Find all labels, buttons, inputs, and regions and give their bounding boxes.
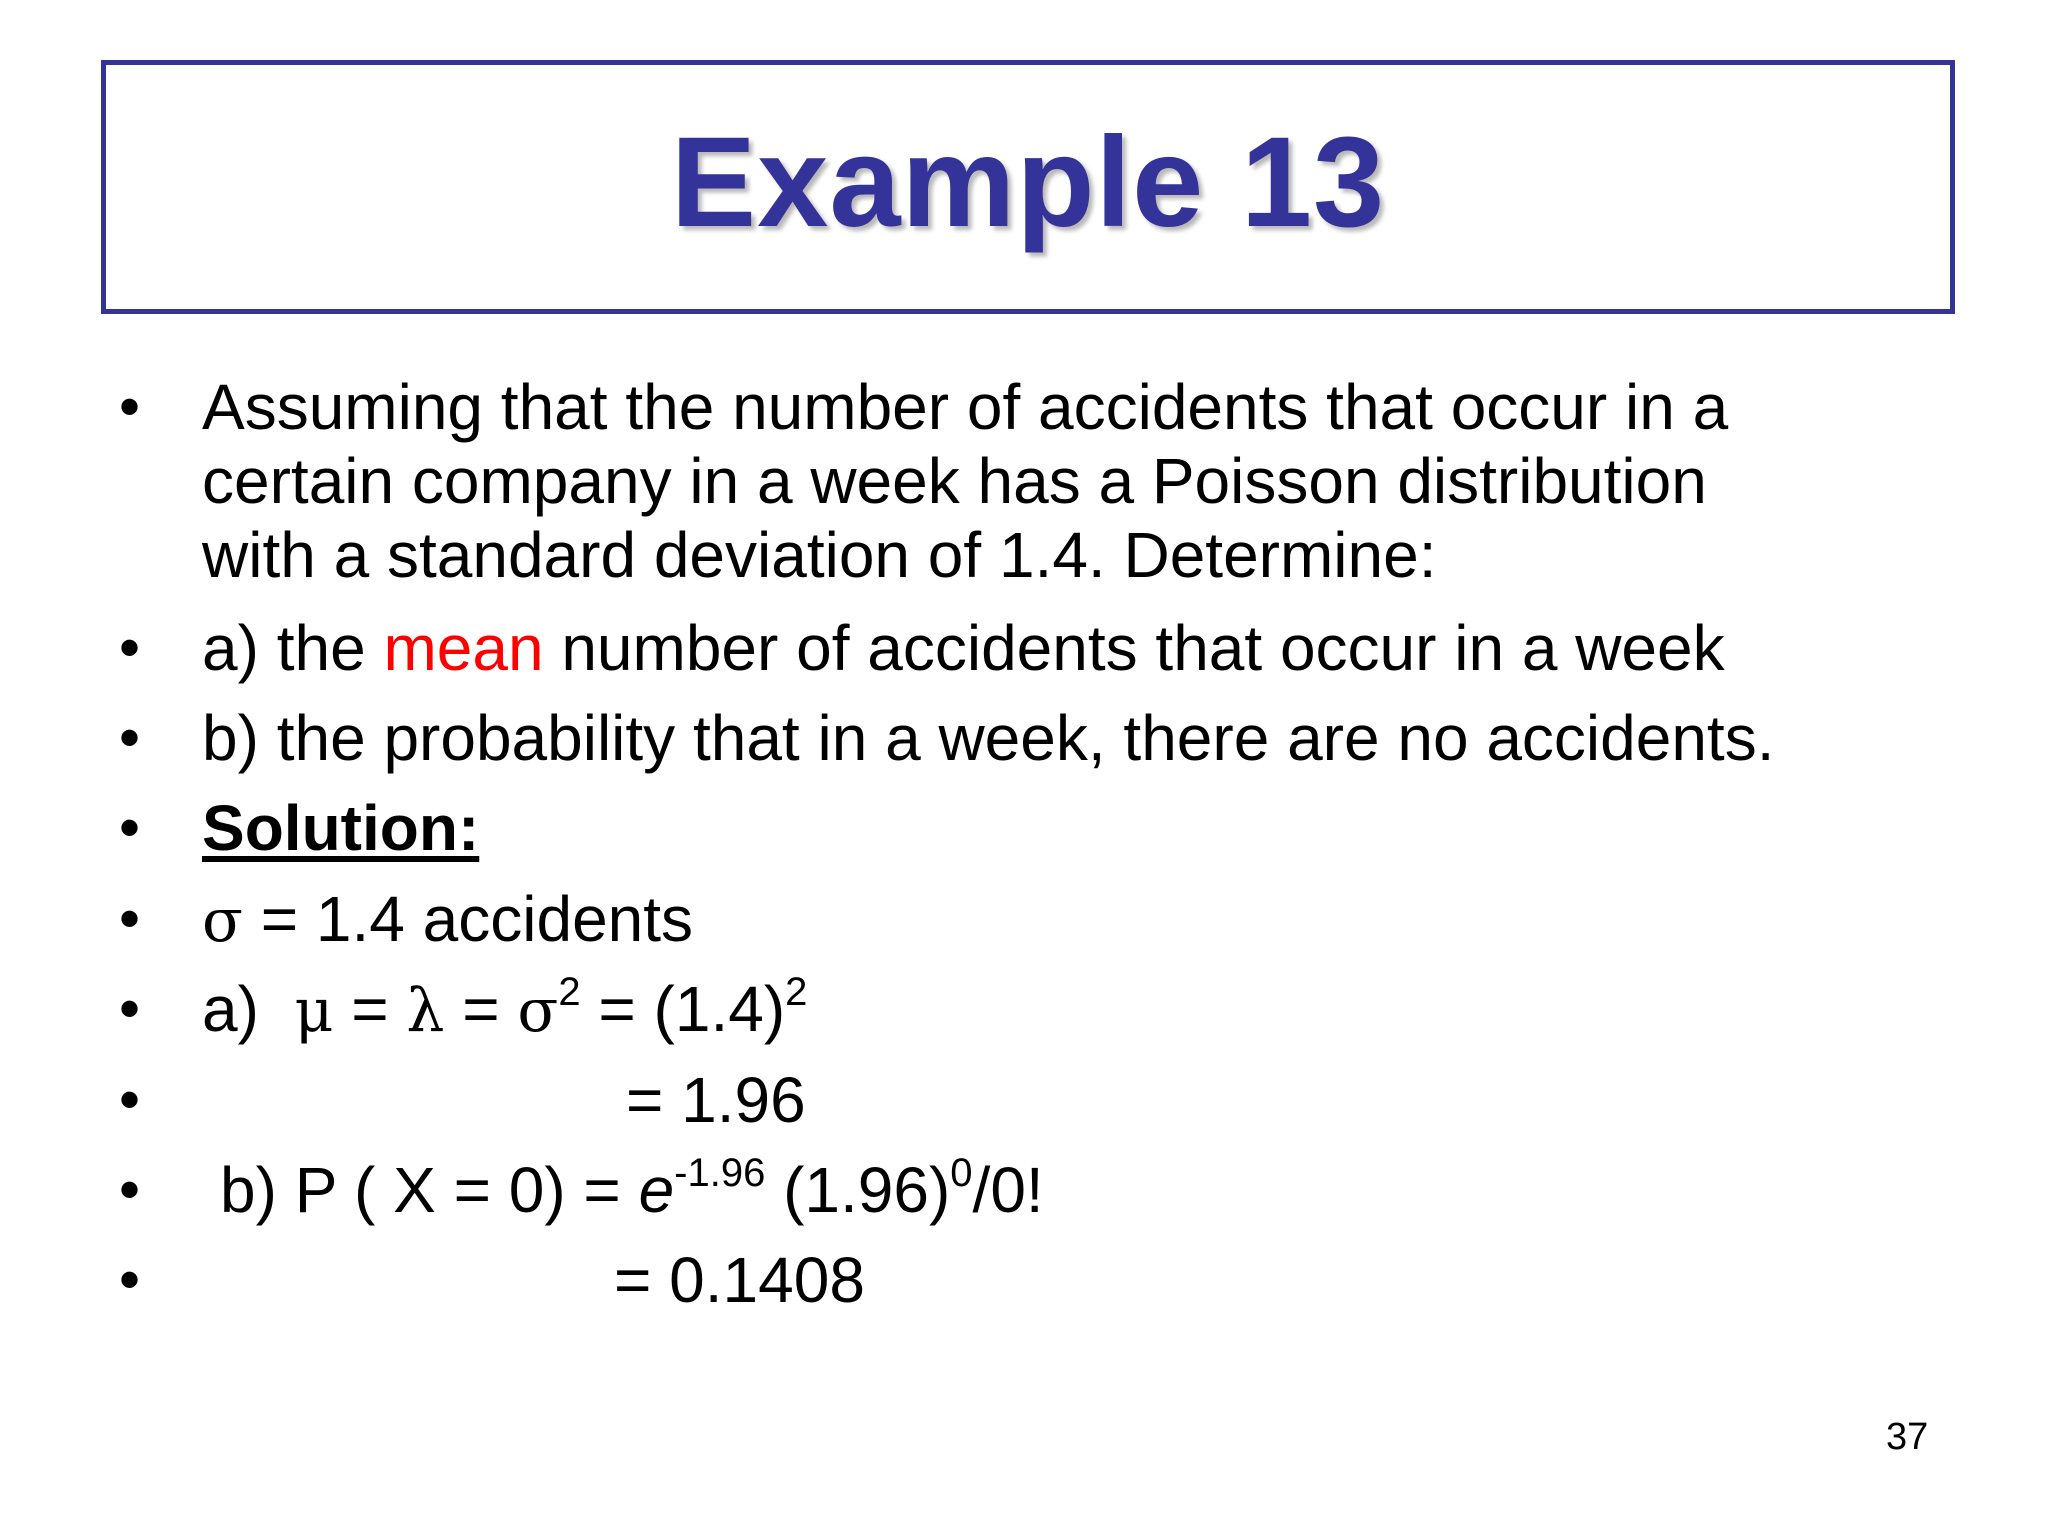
intro-line-3: with a standard deviation of 1.4. Determine:: [202, 519, 1437, 591]
bullet-icon: •: [119, 704, 141, 771]
lambda-symbol: λ: [406, 976, 445, 1046]
slide-title: Example 13: [670, 111, 1386, 254]
part-a-prefix: a) the: [202, 612, 384, 684]
a-eq2: =: [444, 973, 518, 1045]
intro-paragraph: [202, 370, 1902, 592]
part-a-question: [202, 611, 1725, 685]
bullet-row-part-b: [0, 701, 2048, 781]
bullet-row-a-formula: [0, 972, 2048, 1052]
e-symbol: e: [638, 1154, 675, 1226]
bullet-icon: •: [119, 975, 141, 1042]
b-formula: [220, 1153, 1044, 1227]
a-result: = 1.96: [626, 1064, 806, 1136]
a-formula: [202, 972, 807, 1048]
bullet-row-b-formula: [0, 1153, 2048, 1233]
bullet-icon: •: [119, 1246, 141, 1313]
sigma-value: = 1.4 accidents: [242, 883, 694, 955]
part-a-suffix: number of accidents that occur in a week: [543, 612, 1725, 684]
bullet-icon: •: [119, 1066, 141, 1133]
part-a-highlight: mean: [383, 612, 544, 684]
bullet-icon: •: [119, 1156, 141, 1223]
bullet-icon: •: [119, 614, 141, 681]
sigma-symbol: σ: [517, 976, 559, 1046]
solution-heading: Solution:: [202, 792, 480, 864]
a-eq1: =: [333, 973, 407, 1045]
mu-symbol: μ: [294, 976, 334, 1046]
sigma-statement: [202, 882, 693, 958]
a-eq3: = (1.4): [580, 973, 786, 1045]
bullet-icon: •: [119, 885, 141, 952]
bullet-row-solution: [0, 791, 2048, 871]
e-exponent: -1.96: [674, 1151, 766, 1195]
bullet-row-a-result: [0, 1063, 2048, 1143]
b-suffix: /0!: [972, 1154, 1044, 1226]
page-number: 37: [1886, 1416, 1929, 1458]
bullet-icon: •: [119, 373, 141, 440]
sigma-symbol: σ: [202, 886, 243, 956]
intro-line-1: Assuming that the number of accidents that occur in a: [202, 371, 1729, 443]
b-prefix: b) P ( X = 0) =: [220, 1154, 639, 1226]
intro-line-2: certain company in a week has a Poisson distribution: [202, 445, 1707, 517]
bullet-row-b-result: [0, 1243, 2048, 1323]
bullet-row-part-a: [0, 611, 2048, 691]
a-label: a): [202, 973, 259, 1045]
b-result: = 0.1408: [614, 1244, 865, 1316]
b-mid: (1.96): [765, 1154, 951, 1226]
zero-exponent: 0: [950, 1151, 973, 1195]
bullet-icon: •: [119, 794, 141, 861]
bullet-row-sigma: [0, 882, 2048, 962]
sigma-square-exponent: 2: [558, 970, 581, 1014]
part-b-question: b) the probability that in a week, there are no accidents.: [202, 702, 1775, 774]
paren-square-exponent: 2: [785, 970, 808, 1014]
